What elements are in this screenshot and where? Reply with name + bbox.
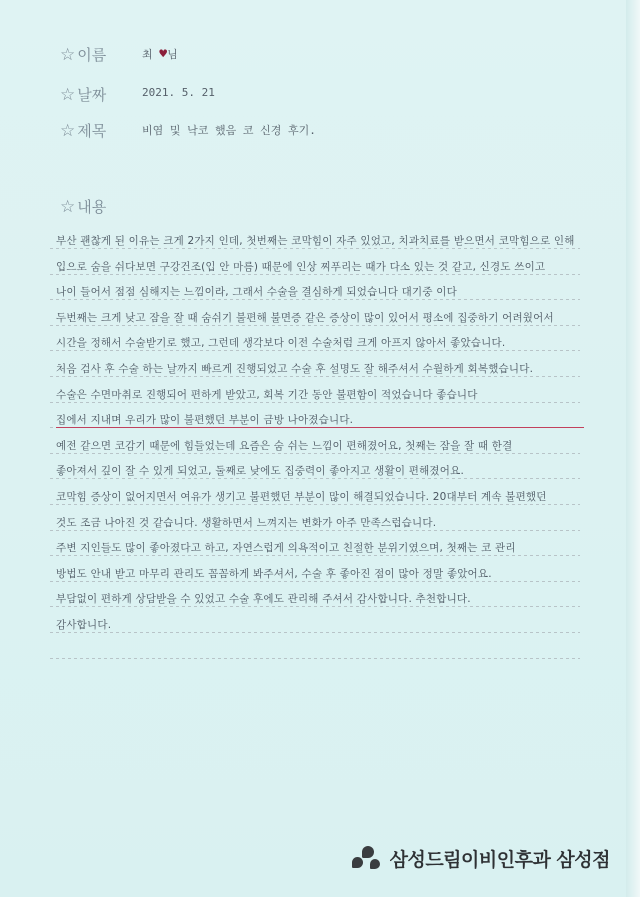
text-line: 두번째는 크게 낮고 잠을 잘 때 숨쉬기 불편해 불면증 같은 증상이 많이 있어서 평소에 집중하기 어려웠어서 <box>56 311 554 324</box>
ruled-line <box>50 274 580 275</box>
text-line: 부산 괜찮게 된 이유는 크게 2가지 인데, 첫번째는 코막힘이 자주 있었고, 치과치료를 받으면서 코막힘으로 인해 <box>56 235 575 247</box>
subject-row <box>60 120 316 141</box>
ruled-line <box>50 555 580 556</box>
name-label: 이름 <box>77 46 107 64</box>
ruled-line <box>50 658 580 659</box>
text-line: 처음 검사 후 수술 하는 날까지 빠르게 진행되었고 수술 후 설명도 잘 해주셔서 수월하게 회복했습니다. <box>56 363 534 375</box>
text-line: 방법도 안내 받고 마무리 관리도 꼼꼼하게 봐주셔서, 수술 후 좋아진 점이 많아 정말 좋았어요. <box>56 567 492 580</box>
text-line: 입으로 숨을 쉬다보면 구강건조(입 안 마름) 때문에 인상 찌푸리는 때가 다소 있는 것 같고, 신경도 쓰이고 <box>56 260 546 273</box>
ruled-line <box>50 581 580 582</box>
text-line: 수술은 수면마취로 진행되어 편하게 받았고, 회복 기간 동안 불편함이 적었습니다 좋습니다 <box>56 388 478 401</box>
text-line: 감사합니다. <box>56 619 112 631</box>
text-line: 예전 같으면 코감기 때문에 힘들었는데 요즘은 숨 쉬는 느낌이 편해졌어요, 첫째는 잠을 잘 때 한결 <box>56 439 513 452</box>
page-edge <box>626 0 640 897</box>
content-row <box>60 196 106 217</box>
date-row <box>60 84 215 105</box>
clinic-name: 삼성드림이비인후과 삼성점 <box>389 848 610 871</box>
date-value: 2021. 5. 21 <box>142 86 215 99</box>
heart-icon: ♥ <box>159 47 168 62</box>
subject-label: 제목 <box>77 122 107 140</box>
ruled-line <box>50 453 580 454</box>
star-icon: ☆ <box>60 121 76 141</box>
text-line: 좋아져서 깊이 잘 수 있게 되었고, 둘째로 낮에도 집중력이 좋아지고 생활이 편해졌어요. <box>56 465 464 478</box>
clinic-logo <box>350 843 610 873</box>
ruled-line <box>50 530 580 531</box>
ruled-line <box>50 504 580 505</box>
text-line: 시간을 정해서 수술받기로 했고, 그런데 생각보다 이전 수술처럼 크게 아프지 않아서 좋았습니다. <box>56 337 506 350</box>
text-line: 코막힘 증상이 없어지면서 여유가 생기고 불편했던 부분이 많이 해결되었습니다. 20대부터 계속 불편했던 <box>56 491 547 503</box>
star-icon: ☆ <box>60 85 76 105</box>
ruled-line <box>50 632 580 633</box>
name-row <box>60 44 178 65</box>
ruled-line <box>50 606 580 607</box>
ruled-line <box>50 376 580 377</box>
ruled-line <box>50 248 580 249</box>
content-label: 내용 <box>77 198 107 216</box>
ruled-line <box>50 299 580 300</box>
date-label: 날짜 <box>77 86 107 104</box>
ruled-line <box>50 350 580 351</box>
subject-value: 비염 및 낙코 했음 코 신경 후기. <box>142 124 316 137</box>
text-line: 나이 들어서 점점 심해지는 느낌이라, 그래서 수술을 결심하게 되었습니다 대기중 이다 <box>56 286 457 299</box>
name-value: 최 ♥님 <box>142 47 178 62</box>
text-line: 부담없이 편하게 상담받을 수 있었고 수술 후에도 관리해 주셔서 감사합니다. 추천합니다. <box>56 593 471 606</box>
text-line: 집에서 지내며 우리가 많이 불편했던 부분이 금방 나아졌습니다. <box>56 412 584 428</box>
star-icon: ☆ <box>60 197 76 217</box>
ruled-line <box>50 478 580 479</box>
ruled-line <box>50 325 580 326</box>
text-line: 주변 지인들도 많이 좋아졌다고 하고, 자연스럽게 의욕적이고 친절한 분위기였으며, 첫째는 코 관리 <box>56 542 516 555</box>
star-icon: ☆ <box>60 45 76 65</box>
text-line: 것도 조금 나아진 것 같습니다. 생활하면서 느껴지는 변화가 아주 만족스럽습니다. <box>56 516 437 529</box>
ruled-line <box>50 402 580 403</box>
clinic-logo-icon <box>350 843 384 873</box>
